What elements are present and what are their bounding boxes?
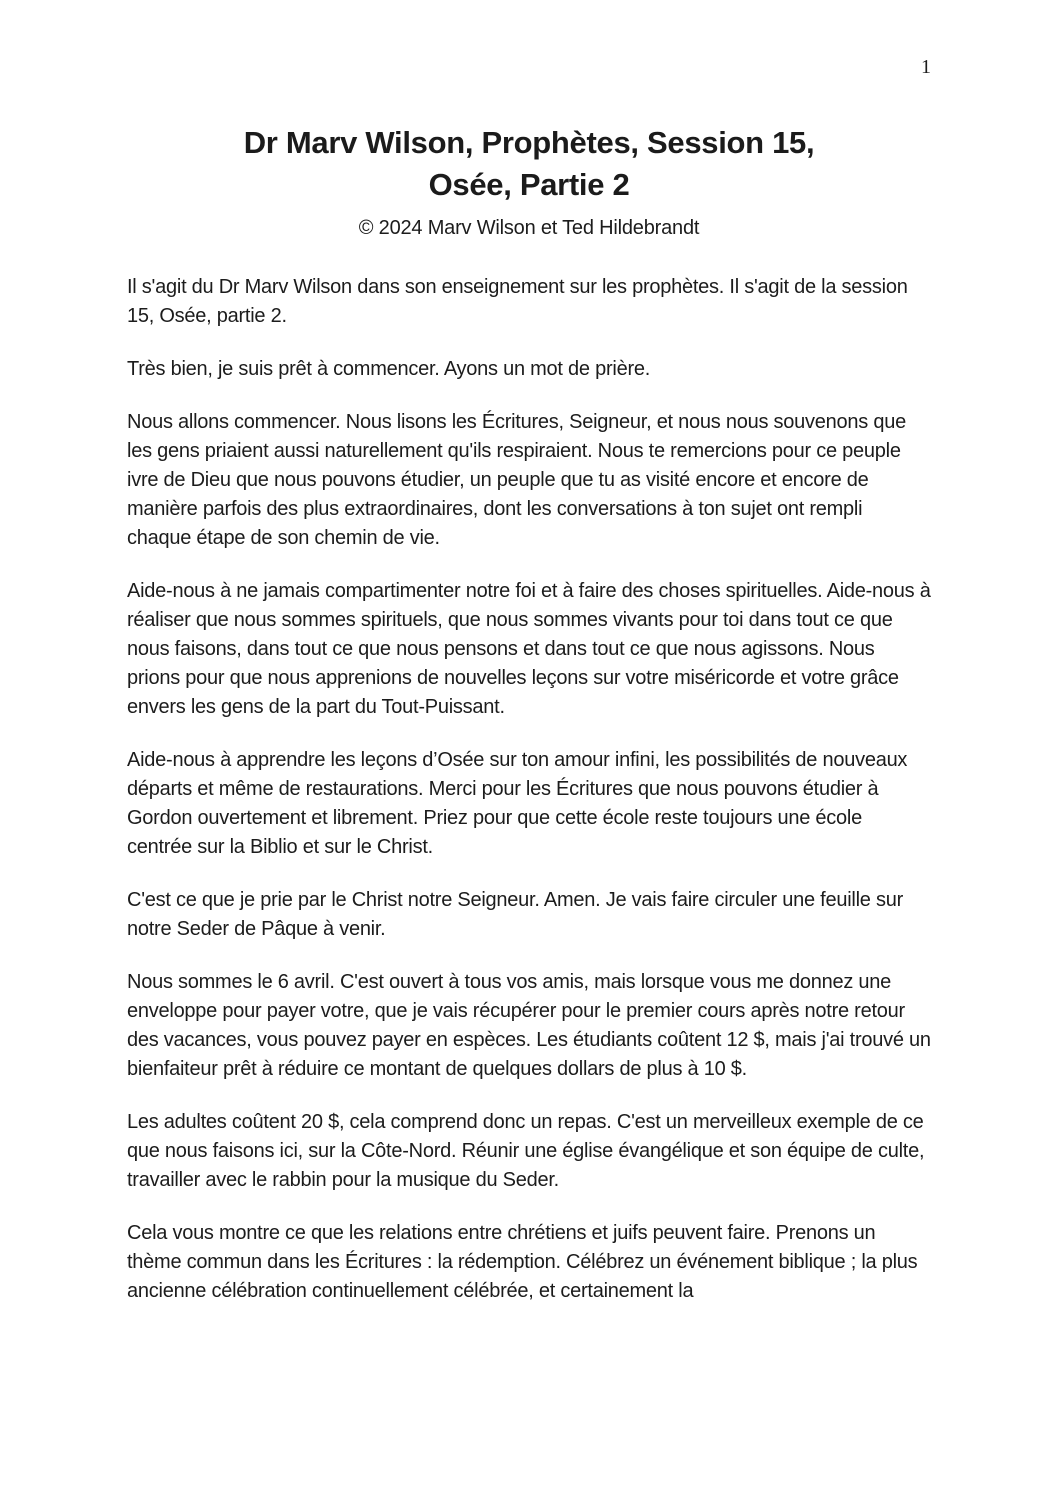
- title-line-1: Dr Marv Wilson, Prophètes, Session 15,: [243, 125, 815, 160]
- document-content: [127, 122, 931, 1306]
- document-body: [127, 273, 931, 1306]
- paragraph-intro: Il s'agit du Dr Marv Wilson dans son enseignement sur les prophètes. Il s'agit de la session 15, Osée, partie 2.: [127, 276, 908, 327]
- paragraph-prayer-compartmentalize: Aide-nous à ne jamais compartimenter notre foi et à faire des choses spirituelles. Aide-nous à réaliser que nous sommes spirituels, que nous sommes vivants pour toi dans tout ce que nous faisons, dans tout ce que nous pensons et dans tout ce que nous agissons. Nous prions pour que nous apprenions de nouvelles leçons sur votre miséricorde et votre grâce envers les gens de la part du Tout-Puissant.: [127, 580, 931, 718]
- page-number: 1: [921, 56, 931, 78]
- paragraph-prayer-hosea-lessons: Aide-nous à apprendre les leçons d’Osée sur ton amour infini, les possibilités de nouveaux départs et même de restaurations. Merci pour les Écritures que nous pouvons étudier à Gordon ouvertement et librement. Priez pour que cette école reste toujours une école centrée sur la Biblio et sur le Christ.: [127, 749, 908, 858]
- paragraph-christian-jewish-relations: Cela vous montre ce que les relations entre chrétiens et juifs peuvent faire. Prenons un thème commun dans les Écritures : la rédemption. Célébrez un événement biblique ; la plus ancienne célébration continuellement célébrée, et certainement la: [127, 1222, 918, 1302]
- paragraph-ready-to-begin: Très bien, je suis prêt à commencer. Ayons un mot de prière.: [127, 358, 651, 380]
- document-title: [127, 122, 931, 206]
- paragraph-april-6-details: Nous sommes le 6 avril. C'est ouvert à tous vos amis, mais lorsque vous me donnez une enveloppe pour payer votre, que je vais récupérer pour le premier cours après notre retour des vacances, vous pouvez payer en espèces. Les étudiants coûtent 12 $, mais j'ai trouvé un bienfaiteur prêt à réduire ce montant de quelques dollars de plus à 10 $.: [127, 971, 931, 1080]
- paragraph-adults-cost: Les adultes coûtent 20 $, cela comprend donc un repas. C'est un merveilleux exemple de ce que nous faisons ici, sur la Côte-Nord. Réunir une église évangélique et son équipe de culte, travailler avec le rabbin pour la musique du Seder.: [127, 1111, 925, 1191]
- paragraph-prayer-opening: Nous allons commencer. Nous lisons les Écritures, Seigneur, et nous nous souvenons que les gens priaient aussi naturellement qu'ils respiraient. Nous te remercions pour ce peuple ivre de Dieu que nous pouvons étudier, un peuple que tu as visité encore et encore de manière parfois des plus extraordinaires, dont les conversations à ton sujet ont rempli chaque étape de son chemin de vie.: [127, 411, 906, 549]
- paragraph-seder-sheet: C'est ce que je prie par le Christ notre Seigneur. Amen. Je vais faire circuler une feuille sur notre Seder de Pâque à venir.: [127, 889, 904, 940]
- title-line-2: Osée, Partie 2: [428, 167, 630, 202]
- copyright-line: © 2024 Marv Wilson et Ted Hildebrandt: [358, 217, 700, 239]
